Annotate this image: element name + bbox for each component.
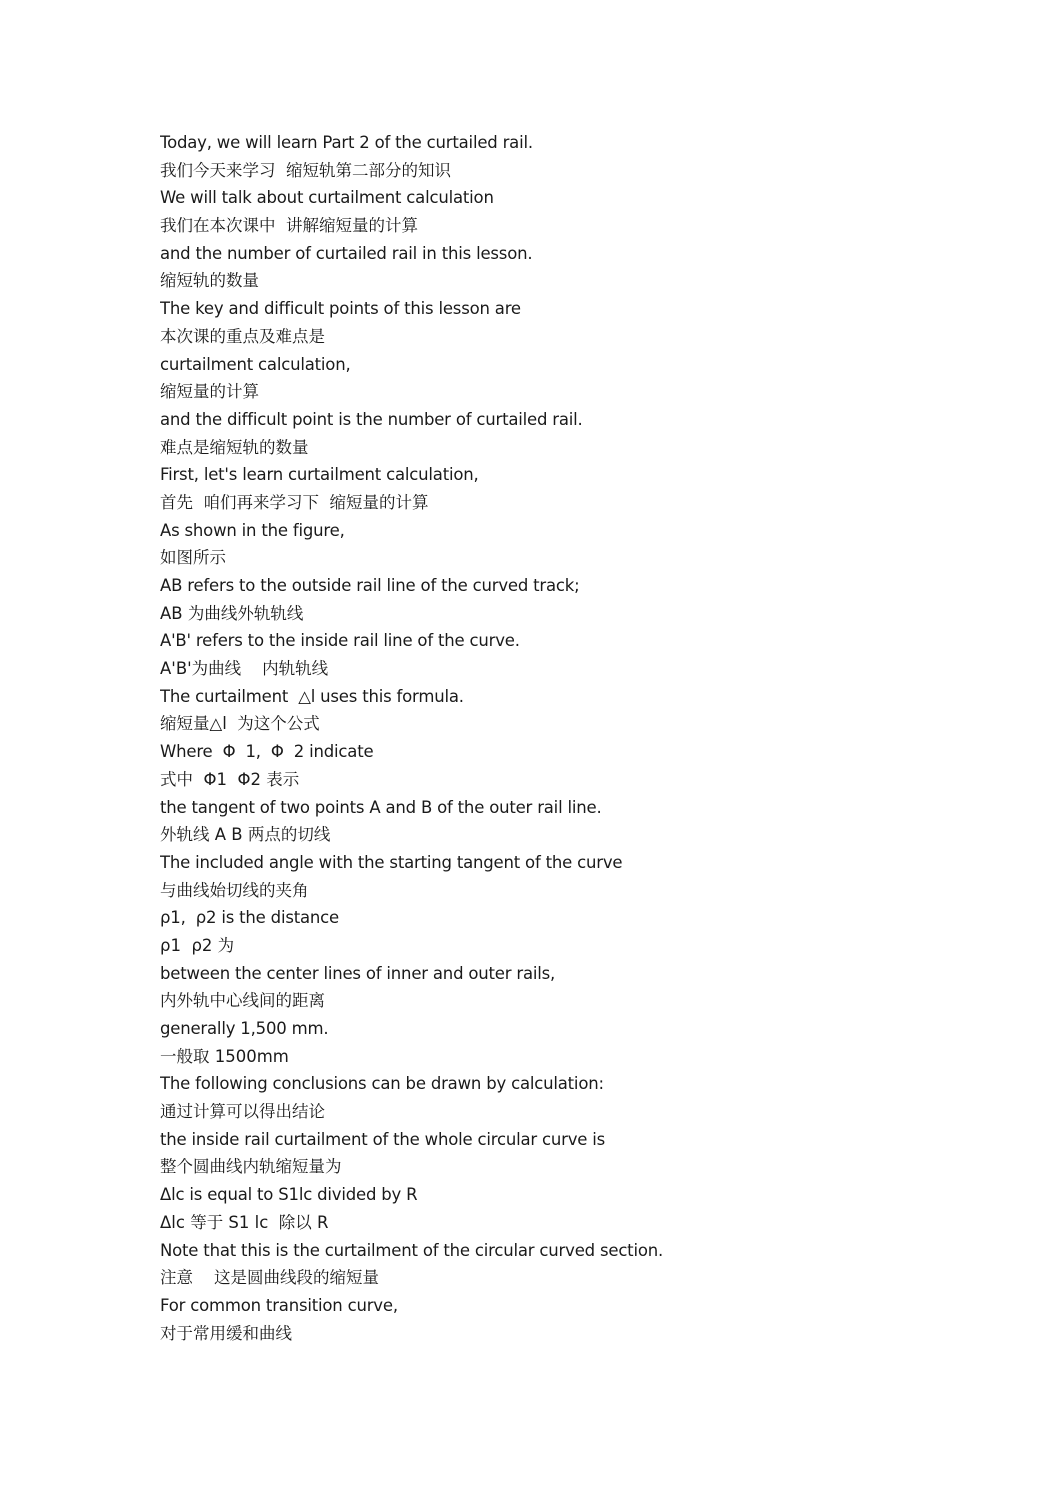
transcript-line-english: and the difficult point is the number of curtailed rail. — [160, 409, 583, 429]
transcript-line-english: The following conclusions can be drawn by calculation: — [160, 1074, 604, 1094]
transcript-line-english: AB refers to the outside rail line of the curved track; — [160, 576, 580, 595]
transcript-line-chinese: Δlc 等于 S1 lc 除以 R — [160, 1212, 329, 1232]
transcript-line-english: and the number of curtailed rail in this lesson. — [160, 243, 533, 263]
transcript-line-english: We will talk about curtailment calculation — [160, 188, 494, 208]
transcript-line-english: between the center lines of inner and outer rails, — [160, 963, 556, 983]
transcript-line-english: The curtailment △l uses this formula. — [160, 686, 464, 706]
transcript-line-chinese: 我们今天来学习 缩短轨第二部分的知识 — [160, 160, 451, 180]
transcript-line-chinese: 对于常用缓和曲线 — [160, 1323, 292, 1343]
transcript-line-chinese: 缩短量△l 为这个公式 — [160, 714, 320, 734]
transcript-line-chinese: 整个圆曲线内轨缩短量为 — [160, 1157, 342, 1177]
transcript-line-english: Today, we will learn Part 2 of the curtailed rail. — [160, 133, 533, 152]
transcript-line-english: First, let's learn curtailment calculation, — [160, 465, 479, 485]
transcript-line-english: The key and difficult points of this lesson are — [160, 299, 521, 319]
transcript-line-chinese: 难点是缩短轨的数量 — [160, 437, 309, 457]
transcript-line-chinese: 内外轨中心线间的距离 — [160, 991, 325, 1011]
transcript-line-english: Note that this is the curtailment of the circular curved section. — [160, 1240, 664, 1260]
transcript-line-english: generally 1,500 mm. — [160, 1019, 329, 1038]
transcript-line-chinese: 如图所示 — [160, 548, 226, 568]
transcript-body — [160, 129, 1000, 1347]
transcript-line-english: ρ1, ρ2 is the distance — [160, 908, 339, 928]
transcript-line-english: As shown in the figure, — [160, 520, 345, 540]
transcript-line-chinese: AB 为曲线外轨轨线 — [160, 603, 304, 623]
transcript-line-chinese: 与曲线始切线的夹角 — [160, 880, 309, 900]
transcript-line-english: The included angle with the starting tangent of the curve — [160, 852, 623, 872]
transcript-line-chinese: 我们在本次课中 讲解缩短量的计算 — [160, 216, 418, 236]
transcript-line-english: Δlc is equal to S1lc divided by R — [160, 1185, 418, 1205]
transcript-line-english: curtailment calculation, — [160, 354, 351, 374]
transcript-line-english: Where Φ 1, Φ 2 indicate — [160, 742, 374, 762]
transcript-line-chinese: 缩短轨的数量 — [160, 271, 259, 291]
transcript-line-english: A'B' refers to the inside rail line of the curve. — [160, 631, 520, 651]
transcript-line-chinese: A'B'为曲线 内轨轨线 — [160, 659, 329, 679]
transcript-line-chinese: 注意 这是圆曲线段的缩短量 — [160, 1268, 379, 1288]
transcript-line-chinese: ρ1 ρ2 为 — [160, 935, 235, 955]
transcript-line-english: the tangent of two points A and B of the outer rail line. — [160, 797, 602, 817]
transcript-line-chinese: 本次课的重点及难点是 — [160, 326, 325, 346]
transcript-line-english: the inside rail curtailment of the whole circular curve is — [160, 1129, 606, 1149]
transcript-line-chinese: 缩短量的计算 — [160, 382, 259, 402]
transcript-line-english: For common transition curve, — [160, 1295, 398, 1315]
transcript-line-chinese: 一般取 1500mm — [160, 1046, 289, 1066]
transcript-line-chinese: 通过计算可以得出结论 — [160, 1102, 325, 1122]
transcript-line-chinese: 外轨线 A B 两点的切线 — [160, 825, 331, 845]
transcript-line-chinese: 首先 咱们再来学习下 缩短量的计算 — [160, 492, 429, 512]
transcript-line-chinese: 式中 Φ1 Φ2 表示 — [160, 769, 300, 789]
